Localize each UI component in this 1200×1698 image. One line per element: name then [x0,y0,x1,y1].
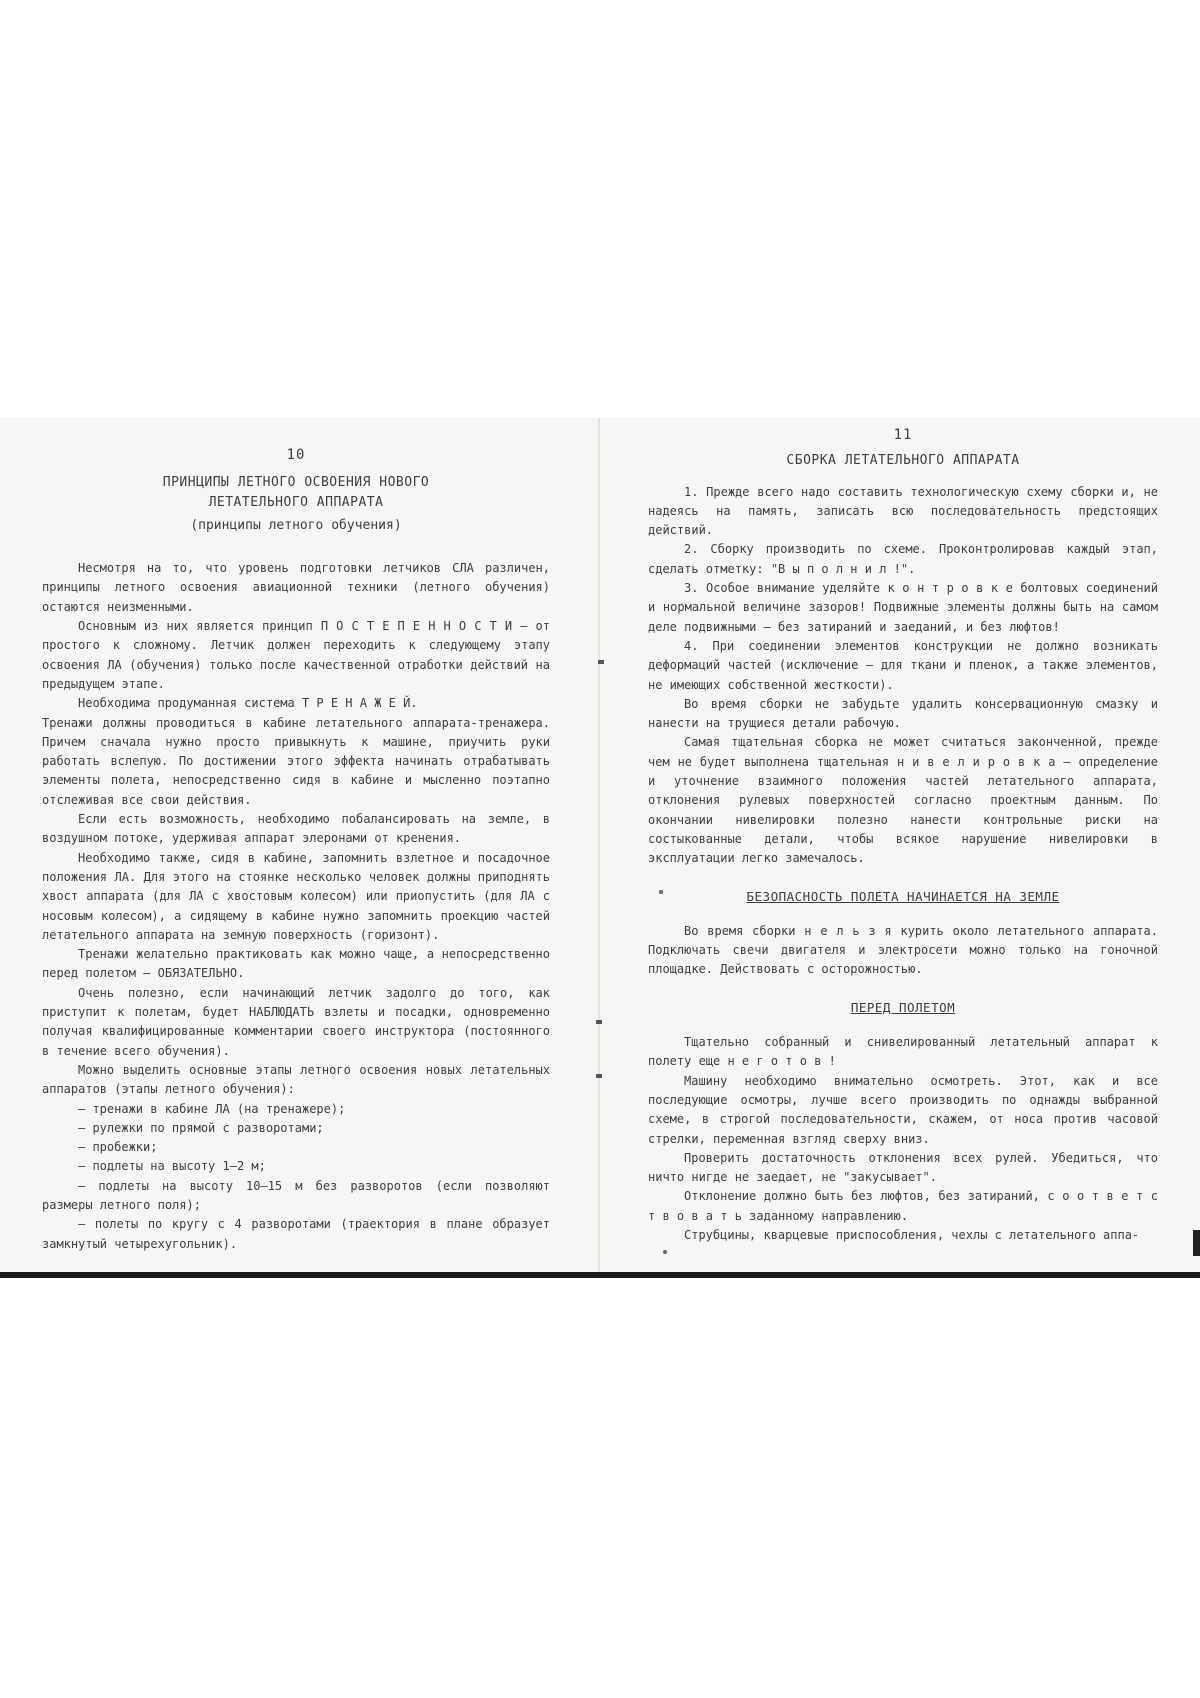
paragraph: Тренажи должны проводиться в кабине летательного аппарата-тренажера. Причем сначала нужно просто привыкнуть к машине, приучить руки работать вслепую. По достижении этого эффекта начинать отрабатывать элементы полета, непосредственно сидя в кабине и мысленно поэтапно отслеживая все свои действия. [42,715,550,807]
section-heading: ПЕРЕД ПОЛЕТОМ [850,999,956,1015]
paragraph: 1. Прежде всего надо составить технологическую схему сборки и, не надеясь на память, записать всю последовательность предстоящих действий. [648,484,1158,538]
page-title: ЛЕТАТЕЛЬНОГО АППАРАТА [208,494,384,510]
paragraph: 2. Сборку производить по схеме. Проконтролировав каждый этап, сделать отметку: "В ы п о л н и л !". [648,542,1158,576]
paragraph: Основным из них является принцип П О С Т Е П Е Н Н О С Т И – от простого к сложному. Летчик должен переходить к следующему этапу освоения ЛА (обучения) только после качественной отработки действий на предыдущем этапе. [42,619,550,691]
paragraph: Проверить достаточность отклонения всех рулей. Убедиться, что ничто нигде не заедает, не "закусывает". [648,1150,1158,1185]
paragraph: Если есть возможность, необходимо побалансировать на земле, в воздушном потоке, удерживая аппарат элеронами от кренения. [42,812,550,846]
page-title: ПРИНЦИПЫ ЛЕТНОГО ОСВОЕНИЯ НОВОГО [162,475,430,491]
paragraph: Тщательно собранный и снивелированный летательный аппарат к полету еще н е г о т о в ! [648,1035,1158,1069]
page-number: 10 [286,447,306,463]
paragraph: Тренажи желательно практиковать как можно чаще, а непосредственно перед полетом – ОБЯЗАТЕЛЬНО. [42,947,550,981]
page-gutter [598,418,600,1272]
paragraph: Струбцины, кварцевые приспособления, чехлы с летательного аппа- [684,1227,1140,1242]
paragraph: Во время сборки не забудьте удалить консервационную смазку и нанести на трущиеся детали рабочую. [648,696,1158,731]
paragraph: Очень полезно, если начинающий летчик задолго до того, как приступит к полетам, будет НАБЛЮДАТЬ взлеты и посадки, одновременно получая квалифицированные комментарии своего инструктора (постоянного в течение всего обучения). [42,985,550,1058]
scan-edge-mark [1193,1230,1200,1256]
margin-mark [596,1074,602,1078]
paragraph: Несмотря на то, что уровень подготовки летчиков СЛА различен, принципы летного освоения авиационной техники (летного обучения) остаются неизменными. [42,561,550,614]
paragraph: 4. При соединении элементов конструкции не должно возникать деформаций частей (исключение – для ткани и пленок, а также элементов, не имеющих собственной жесткости). [648,638,1158,692]
paragraph: Можно выделить основные этапы летного освоения новых летательных аппаратов (этапы летного обучения): [42,1062,550,1097]
list-item: – подлеты на высоту 10–15 м без разворотов (если позволяют размеры летного поля); [42,1178,550,1212]
paragraph: Необходима продуманная система Т Р Е Н А Ж Е Й. [78,696,418,711]
list-item: – пробежки; [78,1140,158,1155]
paragraph: Необходимо также, сидя в кабине, запомнить взлетное и посадочное положения ЛА. Для этого на стоянке несколько человек должны приподнять хвост аппарата (для ЛА с хвостовым колесом) или приопустить (для ЛА с носовым колесом), а сидящему в кабине нужно запомнить проекцию частей летательного аппарата на земную поверхность (горизонт). [42,850,550,942]
section-heading: БЕЗОПАСНОСТЬ ПОЛЕТА НАЧИНАЕТСЯ НА ЗЕМЛЕ [746,888,1060,904]
paragraph: 3. Особое внимание уделяйте к о н т р о в к е болтовых соединений и нормальной величине зазоров! Подвижные элементы должны быть на самом деле подвижными – без затираний и заеданий, и без люфтов! [648,581,1158,634]
paragraph: Машину необходимо внимательно осмотреть. Этот, как и все последующие осмотры, лучше всего производить по однажды выбранной схеме, в строгой последовательности, скажем, от носа против часовой стрелки, переменная взгляд сверху вниз. [648,1073,1158,1146]
list-item: – тренажи в кабине ЛА (на тренажере); [78,1101,346,1116]
right-page [648,426,1158,1245]
scan-edge [0,1272,1200,1278]
margin-mark [598,660,604,664]
paragraph: Самая тщательная сборка не может считаться законченной, прежде чем не будет выполнена тщательная н и в е л и р о в к а – определение и уточнение взаимного положения частей летательного аппарата, отклонения рулевых поверхностей согласно проектным данным. По окончании нивелировки полезно нанести контрольные риски на состыкованные детали, чтобы всякое нарушение нивелировки в эксплуатации легко замечалось. [648,735,1158,866]
margin-mark [596,1020,602,1024]
page-number: 11 [893,427,913,443]
left-page [42,446,550,1254]
list-item: – полеты по кругу с 4 разворотами (траектория в плане образует замкнутый четырехугольник). [42,1217,550,1251]
paragraph: Во время сборки н е л ь з я курить около летательного аппарата. Подключать свечи двигателя и электросети можно только на гоночной площадке. Действовать с осторожностью. [648,923,1158,977]
margin-dot [663,1250,667,1254]
page-subtitle: (принципы летного обучения) [190,517,402,533]
paragraph: Отклонение должно быть без люфтов, без затираний, с о о т в е т с т в о в а т ь заданному направлению. [648,1189,1158,1223]
page-title: СБОРКА ЛЕТАТЕЛЬНОГО АППАРАТА [786,453,1020,469]
list-item: – подлеты на высоту 1–2 м; [78,1159,266,1174]
list-item: – рулежки по прямой с разворотами; [78,1120,324,1135]
